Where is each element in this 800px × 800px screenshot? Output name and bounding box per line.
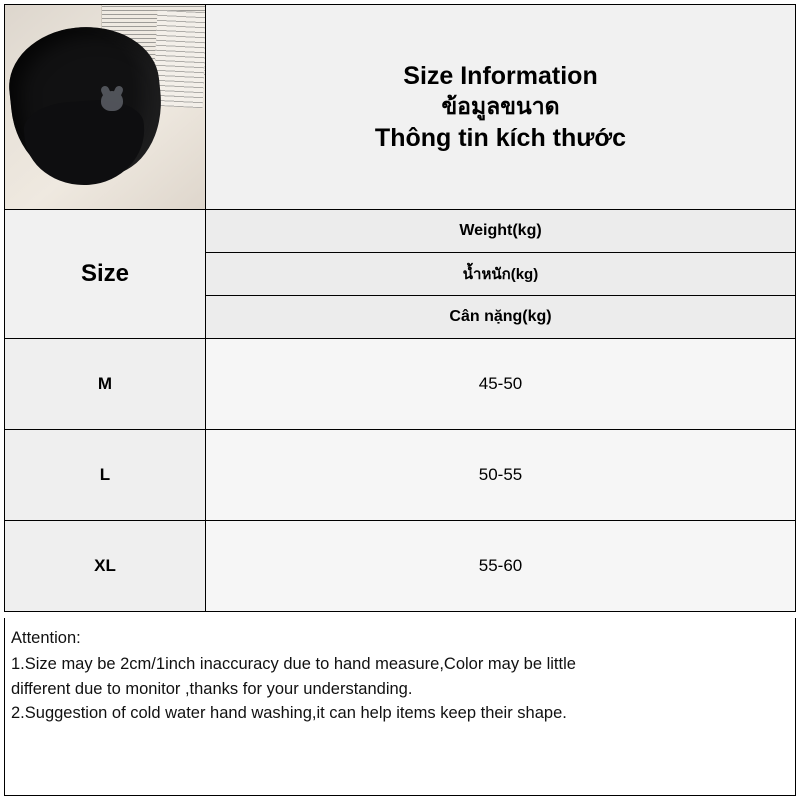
- title-vietnamese: Thông tin kích thước: [374, 123, 627, 152]
- row-weight-xl: 55-60: [206, 521, 796, 612]
- garment-shape-lower: [22, 97, 148, 189]
- table-row: [5, 339, 796, 430]
- product-photo: [5, 5, 205, 209]
- cat-embroidery-icon: [101, 91, 123, 111]
- attention-heading: Attention:: [11, 629, 81, 647]
- table-row: [5, 521, 796, 612]
- row-weight-l: 50-55: [206, 430, 796, 521]
- product-image-cell: [5, 5, 206, 210]
- attention-line-1b: different due to monitor ,thanks for your understanding.: [11, 679, 413, 698]
- title-thai: ข้อมูลขนาด: [441, 93, 560, 120]
- size-column-header: Size: [5, 210, 206, 339]
- title-cell: [206, 5, 796, 210]
- row-size-l: L: [5, 430, 206, 521]
- attention-section: [4, 618, 796, 796]
- metric-header-th: น้ำหนัก(kg): [206, 253, 796, 296]
- row-size-m: M: [5, 339, 206, 430]
- size-information-table: [4, 4, 796, 612]
- metric-header-row-1: [5, 210, 796, 253]
- row-size-xl: XL: [5, 521, 206, 612]
- attention-line-2: 2.Suggestion of cold water hand washing,it can help items keep their shape.: [11, 704, 567, 723]
- table-row: [5, 430, 796, 521]
- title-english: Size Information: [403, 62, 598, 91]
- attention-line-1a: 1.Size may be 2cm/1inch inaccuracy due to hand measure,Color may be little: [11, 654, 576, 673]
- metric-header-vi: Cân nặng(kg): [206, 296, 796, 339]
- row-weight-m: 45-50: [206, 339, 796, 430]
- table-header-row: [5, 5, 796, 210]
- metric-header-en: Weight(kg): [206, 210, 796, 253]
